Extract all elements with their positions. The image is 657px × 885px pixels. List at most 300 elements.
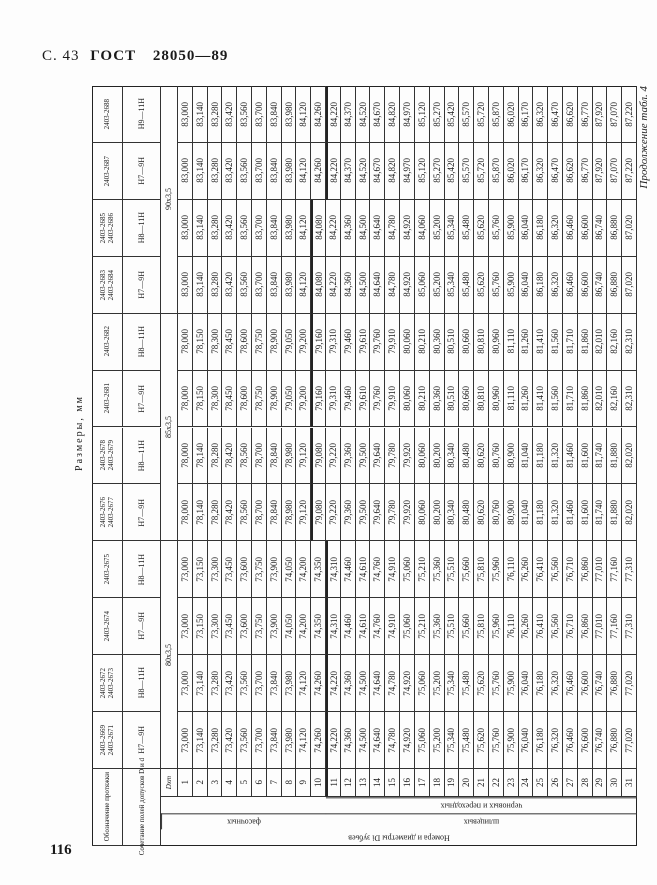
table-cell	[341, 484, 356, 541]
table-cell-text: 75,200	[431, 727, 442, 753]
table-cell-text: 84,220	[327, 215, 338, 241]
table-cell-text: 76,040	[520, 727, 531, 753]
table-cell-text: 74,050	[283, 556, 294, 582]
table-cell-text: 73,000	[179, 556, 190, 582]
table-cell	[400, 200, 415, 257]
table-cell-text: 86,170	[520, 158, 531, 184]
table-cell	[311, 655, 326, 712]
tolerance-header-text: Сочетание полей допусков D и d	[137, 758, 146, 856]
table-cell	[578, 655, 593, 712]
table-cell	[622, 712, 637, 769]
table-cell	[459, 598, 474, 655]
column-designation	[92, 541, 123, 598]
table-cell-text: 84,520	[357, 158, 368, 184]
table-cell	[400, 484, 415, 541]
table-cell	[178, 428, 193, 485]
table-cell-text: 74,350	[313, 613, 324, 639]
table-cell-text: 85,420	[446, 158, 457, 184]
table-cell	[178, 598, 193, 655]
table-cell	[267, 143, 282, 200]
table-cell-text: 83,840	[268, 158, 279, 184]
table-cell-text: 73,420	[224, 727, 235, 753]
table-cell-text: 81,460	[564, 443, 575, 468]
table-cell-text: 79,780	[387, 443, 398, 468]
table-cell-text: 80,760	[490, 499, 501, 525]
table-cell	[533, 541, 548, 598]
table-cell-text: 81,460	[564, 499, 575, 525]
table-cell	[607, 428, 622, 485]
table-cell-text: 76,180	[535, 670, 546, 696]
table-cell	[459, 428, 474, 485]
table-cell-text: 85,570	[461, 158, 472, 184]
table-cell	[593, 200, 608, 257]
column-tolerance	[123, 371, 161, 428]
table-cell-text: 81,040	[520, 499, 531, 525]
column-designation-text: 2403-2685 2403-2686	[99, 212, 115, 243]
table-cell	[622, 314, 637, 371]
table-cell-text: 73,980	[283, 670, 294, 696]
table-cell-text: 73,750	[253, 613, 264, 639]
table-cell	[415, 598, 430, 655]
table-cell-text: 79,360	[342, 499, 353, 525]
table-cell-text: 78,840	[268, 499, 279, 525]
row-number-text: 23	[505, 778, 516, 787]
table-cell	[370, 428, 385, 485]
table-cell	[237, 371, 252, 428]
table-cell-text: 76,460	[564, 670, 575, 696]
table-cell	[237, 655, 252, 712]
column-designation	[92, 428, 123, 485]
table-cell	[459, 655, 474, 712]
table-cell-text: 83,140	[194, 272, 205, 298]
table-cell	[607, 257, 622, 314]
table-cell	[489, 655, 504, 712]
table-cell-text: 79,160	[314, 329, 325, 354]
table-cell	[341, 428, 356, 485]
row-number	[533, 769, 548, 797]
table-cell	[430, 257, 445, 314]
table-cell-text: 86,880	[609, 215, 620, 241]
table-cell-text: 73,600	[239, 556, 250, 582]
table-cell	[622, 428, 637, 485]
table-cell	[356, 598, 371, 655]
row-number	[296, 769, 311, 797]
column-designation-text: 2403-2675	[103, 554, 111, 585]
table-cell-text: 73,420	[224, 670, 235, 696]
table-cell	[415, 428, 430, 485]
table-cell	[578, 86, 593, 143]
table-cell	[311, 712, 326, 769]
table-cell-text: 80,060	[401, 386, 412, 411]
table-cell	[326, 541, 341, 598]
table-cell-text: 79,200	[298, 386, 309, 411]
table-cell	[607, 541, 622, 598]
tolerance-header	[123, 758, 161, 856]
table-cell-text: 80,340	[446, 499, 457, 525]
table-cell-text: 83,420	[224, 101, 235, 127]
table-continuation-note: Продолжение табл. 4	[638, 86, 650, 189]
table-cell-text: 74,360	[342, 670, 353, 696]
table-cell-text: 86,180	[535, 215, 546, 241]
row-number	[311, 769, 326, 797]
table-cell-text: 82,160	[609, 386, 620, 411]
table-cell	[370, 598, 385, 655]
column-tolerance-text: H7—9H	[136, 726, 146, 754]
table-cell	[311, 541, 326, 598]
table-cell	[593, 314, 608, 371]
table-cell-text: 74,310	[328, 613, 339, 639]
table-cell-text: 79,760	[372, 386, 383, 411]
table-cell	[400, 143, 415, 200]
table-cell	[222, 314, 237, 371]
table-cell-text: 80,210	[416, 329, 427, 354]
table-cell	[326, 428, 341, 485]
table-cell	[341, 712, 356, 769]
table-cell	[356, 541, 371, 598]
table-cell	[252, 314, 267, 371]
table-cell	[504, 712, 519, 769]
table-cell	[430, 712, 445, 769]
tooth-label-rough-text: черновых и переходных	[440, 801, 523, 811]
table-cell	[504, 143, 519, 200]
table-cell	[237, 428, 252, 485]
table-cell-text: 84,080	[314, 215, 325, 241]
table-cell	[519, 541, 534, 598]
table-cell-text: 74,780	[387, 727, 398, 753]
table-cell-text: 75,900	[505, 670, 516, 696]
table-cell-text: 79,780	[387, 499, 398, 525]
column-designation	[92, 598, 123, 655]
table-cell	[578, 428, 593, 485]
table-cell	[237, 86, 252, 143]
table-cell	[208, 598, 223, 655]
table-cell-text: 78,420	[224, 443, 235, 468]
table-cell-text: 79,610	[357, 329, 368, 354]
row-number	[415, 769, 430, 797]
row-number	[400, 769, 415, 797]
table-cell	[607, 484, 622, 541]
table-cell	[282, 257, 297, 314]
row-number-text: 20	[461, 778, 472, 787]
table-cell-text: 76,880	[609, 670, 620, 696]
table-cell	[519, 484, 534, 541]
table-cell-text: 83,000	[179, 158, 190, 184]
column-tolerance-text: H8—11H	[136, 325, 146, 358]
table-cell-text: 77,310	[624, 613, 635, 639]
table-cell	[459, 143, 474, 200]
table-cell-text: 85,900	[505, 215, 516, 241]
table-cell-text: 84,080	[314, 272, 325, 298]
table-cell-text: 73,900	[268, 556, 279, 582]
table-cell-text: 82,310	[624, 386, 635, 411]
table-cell-text: 86,620	[564, 158, 575, 184]
table-cell	[282, 143, 297, 200]
column-designation-text: 2403-2674	[103, 611, 111, 642]
table-cell-text: 81,860	[579, 329, 590, 354]
table-cell-text: 85,570	[461, 101, 472, 127]
table-cell	[385, 143, 400, 200]
table-cell-text: 84,370	[342, 101, 353, 127]
table-cell	[178, 484, 193, 541]
table-cell	[400, 428, 415, 485]
table-cell-text: 84,220	[328, 101, 339, 127]
table-cell	[593, 484, 608, 541]
table-cell	[178, 86, 193, 143]
table-cell	[326, 257, 341, 314]
table-cell-text: 80,620	[476, 443, 487, 468]
table-cell	[533, 371, 548, 428]
row-number-text: 26	[550, 778, 561, 787]
table-cell-text: 84,970	[401, 101, 412, 127]
table-cell	[489, 314, 504, 371]
table-cell-text: 86,770	[579, 158, 590, 184]
table-cell	[267, 712, 282, 769]
column-tolerance	[123, 484, 161, 541]
table-cell	[326, 86, 341, 143]
table-cell	[578, 143, 593, 200]
table-cell	[459, 86, 474, 143]
table-cell	[326, 371, 341, 428]
table-cell	[385, 314, 400, 371]
table-cell-text: 73,900	[268, 613, 279, 639]
table-cell	[193, 200, 208, 257]
table-cell-text: 78,700	[253, 443, 264, 468]
table-cell-text: 87,020	[624, 272, 635, 298]
column-tolerance	[123, 598, 161, 655]
table-cell-text: 78,280	[209, 443, 220, 468]
table-cell	[296, 314, 311, 371]
table-cell	[311, 598, 326, 655]
table-cell	[415, 371, 430, 428]
table-cell-text: 74,220	[328, 670, 339, 696]
table-cell-text: 84,260	[313, 158, 324, 184]
row-number-text: 10	[313, 778, 324, 787]
table-cell	[622, 143, 637, 200]
row-number	[385, 769, 400, 797]
table-cell-text: 84,920	[401, 272, 412, 298]
row-number	[519, 769, 534, 797]
table-cell-text: 85,120	[416, 101, 427, 127]
table-cell-text: 74,260	[313, 727, 324, 753]
table-cell	[519, 200, 534, 257]
table-cell-text: 81,600	[579, 499, 590, 525]
table-cell-text: 80,660	[461, 386, 472, 411]
table-cell-text: 80,340	[446, 443, 457, 468]
table-cell	[341, 598, 356, 655]
table-cell-text: 75,510	[446, 613, 457, 639]
row-number	[341, 769, 356, 797]
table-cell	[222, 200, 237, 257]
table-cell-text: 85,480	[461, 215, 472, 241]
column-tolerance-text: H8—11H	[136, 667, 146, 699]
table-cell	[593, 712, 608, 769]
row-number-text: 8	[283, 780, 294, 785]
table-cell-text: 74,760	[372, 556, 383, 582]
table-cell	[474, 314, 489, 371]
table-cell-text: 81,410	[535, 386, 546, 411]
table-cell-text: 73,560	[239, 670, 250, 696]
table-cell	[489, 541, 504, 598]
table-cell	[607, 143, 622, 200]
table-cell	[489, 143, 504, 200]
table-cell-text: 73,700	[253, 727, 264, 753]
table-cell	[237, 598, 252, 655]
table-cell-text: 78,450	[224, 386, 235, 411]
table-cell	[548, 712, 563, 769]
table-cell	[311, 428, 326, 485]
table-cell	[193, 598, 208, 655]
table-cell-text: 86,600	[579, 215, 590, 241]
table-cell	[519, 598, 534, 655]
table-cell-text: 80,060	[416, 499, 427, 525]
table-cell	[222, 428, 237, 485]
row-number-text: 7	[268, 780, 279, 785]
size-group-label-text: 80x3,5	[164, 643, 173, 666]
table-cell	[415, 143, 430, 200]
table-cell	[563, 598, 578, 655]
row-number	[593, 769, 608, 797]
table-cell	[252, 484, 267, 541]
table-cell	[267, 655, 282, 712]
table-cell-text: 76,860	[579, 556, 590, 582]
table-cell-text: 78,300	[209, 329, 220, 354]
table-cell-text: 74,610	[357, 613, 368, 639]
page-number: 116	[50, 842, 72, 858]
table-cell	[282, 371, 297, 428]
table-cell-text: 79,460	[342, 329, 353, 354]
table-cell-text: 74,780	[387, 670, 398, 696]
table-cell	[622, 86, 637, 143]
table-cell-text: 79,640	[372, 443, 383, 468]
table-cell-text: 85,720	[476, 158, 487, 184]
table-cell-text: 80,360	[431, 329, 442, 354]
table-cell-text: 79,760	[372, 329, 383, 354]
table-cell-text: 85,270	[431, 101, 442, 127]
table-cell	[326, 712, 341, 769]
row-number	[504, 769, 519, 797]
table-cell-text: 84,120	[298, 101, 309, 127]
table-cell	[430, 541, 445, 598]
table-cell-text: 81,110	[505, 329, 516, 354]
size-group-label-text: 90x3,5	[164, 188, 173, 211]
row-number-text: 16	[401, 778, 412, 787]
table-cell-text: 75,060	[401, 556, 412, 582]
table-cell-text: 74,500	[357, 727, 368, 753]
table-cell-text: 81,740	[594, 443, 605, 468]
table-cell	[548, 257, 563, 314]
row-number-text: 13	[357, 778, 368, 787]
table-cell	[282, 541, 297, 598]
row-number-text: 11	[328, 778, 339, 787]
table-cell-text: 77,020	[624, 670, 635, 696]
table-cell	[548, 655, 563, 712]
table-cell	[237, 541, 252, 598]
table-cell-text: 79,920	[401, 443, 412, 468]
table-cell-text: 76,600	[579, 670, 590, 696]
table-cell-text: 83,140	[194, 215, 205, 241]
table-cell-text: 83,980	[283, 101, 294, 127]
table-cell-text: 83,280	[209, 272, 220, 298]
table-cell	[370, 86, 385, 143]
table-cell	[341, 86, 356, 143]
table-cell	[563, 200, 578, 257]
table-cell-text: 78,900	[268, 386, 279, 411]
table-cell	[370, 143, 385, 200]
table-cell-text: 83,700	[253, 272, 264, 298]
table-cell	[533, 484, 548, 541]
table-cell-text: 80,480	[461, 499, 472, 525]
table-cell-text: 78,980	[283, 443, 294, 468]
table-cell	[563, 428, 578, 485]
table-cell-text: 73,280	[209, 727, 220, 753]
table-cell-text: 73,150	[194, 613, 205, 639]
table-cell-text: 85,760	[490, 215, 501, 241]
table-cell	[341, 257, 356, 314]
column-tolerance	[123, 314, 161, 371]
table-cell	[445, 428, 460, 485]
table-cell	[252, 257, 267, 314]
table-cell-text: 76,320	[550, 727, 561, 753]
table-cell	[607, 712, 622, 769]
table-cell-text: 85,200	[431, 272, 442, 298]
table-cell	[252, 598, 267, 655]
table-cell	[326, 598, 341, 655]
table-cell	[533, 143, 548, 200]
table-cell	[578, 314, 593, 371]
table-cell-text: 75,360	[431, 613, 442, 639]
column-designation	[92, 655, 123, 712]
table-cell-text: 75,060	[401, 613, 412, 639]
table-cell-text: 83,280	[209, 101, 220, 127]
column-tolerance	[123, 257, 161, 314]
tooth-label-spline	[326, 813, 637, 829]
table-cell-text: 81,040	[520, 443, 531, 468]
table-cell	[593, 428, 608, 485]
table-cell-text: 74,460	[342, 556, 353, 582]
table-cell	[504, 655, 519, 712]
table-cell-text: 73,280	[209, 670, 220, 696]
table-cell	[193, 541, 208, 598]
size-header-text: Dxm	[165, 775, 173, 790]
table-cell	[282, 484, 297, 541]
table-cell-text: 75,620	[476, 727, 487, 753]
table-cell	[489, 484, 504, 541]
table-cell	[178, 200, 193, 257]
table-cell-text: 85,340	[446, 272, 457, 298]
table-cell	[519, 314, 534, 371]
table-cell	[311, 257, 326, 314]
table-cell-text: 79,500	[357, 499, 368, 525]
row-number-text: 18	[431, 778, 442, 787]
table-cell	[356, 143, 371, 200]
row-number-text: 2	[194, 780, 205, 785]
row-number	[445, 769, 460, 797]
row-number-text: 22	[490, 778, 501, 787]
page-ref: 43	[62, 48, 80, 64]
table-cell	[445, 598, 460, 655]
table-cell-text: 75,810	[476, 613, 487, 639]
table-cell-text: 75,810	[476, 556, 487, 582]
table-cell-text: 74,120	[298, 727, 309, 753]
table-cell	[178, 314, 193, 371]
table-cell-text: 76,740	[594, 727, 605, 753]
table-cell	[474, 143, 489, 200]
row-number	[193, 769, 208, 797]
table-cell	[282, 314, 297, 371]
table-cell-text: 87,920	[594, 101, 605, 127]
table-cell-text: 84,920	[401, 215, 412, 241]
table-cell-text: 74,760	[372, 613, 383, 639]
